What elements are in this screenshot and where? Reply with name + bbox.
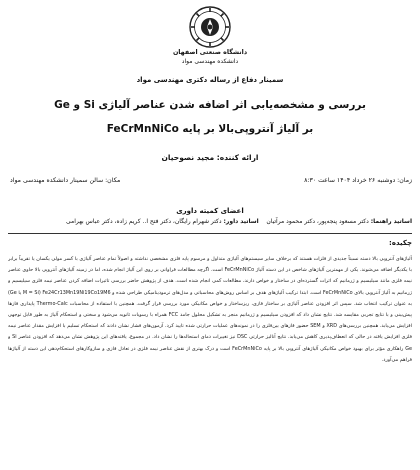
committee-members xyxy=(8,218,412,225)
abstract-body: آلیاژهای آنتروپی بالا دسته نسبتاً جدیدی از فلزات هستند که برخلاف سایر سیستم‌های آلیاژی متداول و مرسوم پایه فلزی مشخصی نداشته و اصولاً تمام عناصر آلیاژی با کسر مولی یکسان یا تقریباً برابر با یکدیگر اضافه می‌شوند. یکی از مهمترین آلیاژهای شاخص در این دسته آلیاژ FeCrMnNiCo است. اگرچه مطالعات فراوانی بر روی این آلیاژ انجام شده، اما در زمینه آلیاژهای آنتروپی بالا حاوی عناصر نیمه فلزی مانند سیلیسیم و ژرمانیم که اثرات گسترده‌ای در ساختار و خواص دارند، مطالعات کمی انجام شده است. هدف از پژوهش حاضر بررسی تاثیرات اضافه کردن عناصر نیمه فلزی سیلیسیم و ژرمانیم به آلیاژ آنتروپی بالای FeCrMnNiCo است. ابتدا ترکیب آلیاژهای هدف بر اساس روش‌های محاسباتی و مدل‌های ترمودینامیکی طراحی شده و Fe24Cr13Mn19Ni19Co19M6 (M = Si یا Ge) به عنوان ترکیب انتخاب شد. سپس اثر افزودن عناصر آلیاژی بر ساختار فازی، ریزساختار و خواص مکانیکی مورد بررسی قرار گرفت. همچنین با استفاده از محاسبات Thermo-Calc پایداری فازها پیش‌بینی و با نتایج تجربی مقایسه شد. نتایج نشان داد که افزودن سیلیسیم و ژرمانیم منجر به تشکیل محلول جامد FCC همراه با رسوبات ثانویه می‌شود و سختی و استحکام آلیاژ به طور قابل توجهی افزایش می‌یابد. همچنین بررسی‌های XRD و SEM حضور فازهای بین‌فلزی را در نمونه‌های عملیات حرارتی شده تایید کرد. آزمون‌های فشار نشان دادند که استحکام تسلیم با افزایش مقدار عناصر نیمه فلزی افزایش یافته در حالی که انعطاف‌پذیری کاهش می‌یابد. نتایج آنالیز حرارتی DSC نیز تغییرات دمای استحاله‌ها را نشان داد. در مجموع، یافته‌های این پژوهش نشان می‌دهد که افزودن عناصر Si و Ge راهکاری مؤثر برای بهبود خواص مکانیکی آلیاژهای آنتروپی بالا بر پایه FeCrMnNiCo است و درک بهتری از نقش عناصر نیمه فلزی در تعادل فازی و سازوکارهای استحکام‌دهی این دسته از آلیاژها فراهم می‌آورد. xyxy=(8,256,412,363)
university-emblem-icon xyxy=(189,6,231,48)
referees-label: اساتید داور: xyxy=(223,218,259,225)
faculty-name: دانشکده مهندسی مواد xyxy=(181,58,239,65)
session-time: زمان: دوشنبه ۲۶ خرداد ۱۴۰۴ ساعت ۸:۳۰ xyxy=(304,177,412,184)
committee-heading: اعضای کمیته داوری xyxy=(176,207,244,215)
thesis-title-line-2: بر آلیاژ آنتروپی‌بالا بر پایه FeCrMnNiCo xyxy=(106,123,314,135)
seminar-label: سمینار دفاع از رساله دکتری مهندسی مواد xyxy=(136,76,284,84)
time-place-row xyxy=(0,177,420,187)
presenter: ارائه کننده: مجید نصوحیان xyxy=(161,153,259,162)
university-name: دانشگاه صنعتی اصفهان xyxy=(172,49,248,56)
referees: دکتر شهرام رایگان، دکتر فتح ا.. کریم زاده، دکتر عباس بهرامی xyxy=(66,218,222,225)
thesis-title-line-1: بررسی و مشخصه‌یابی اثر اضافه شدن عناصر آلیاژی Si و Ge xyxy=(54,99,366,111)
supervisors-label: اساتید راهنما: xyxy=(370,218,412,225)
abstract-heading: چکیده: xyxy=(389,239,412,247)
supervisors: دکتر مسعود پنجه‌پور، دکتر محمود مرآتیان xyxy=(266,218,369,225)
session-place: مکان: سالن سمینار دانشکده مهندسی مواد xyxy=(10,177,121,184)
divider xyxy=(8,233,412,234)
